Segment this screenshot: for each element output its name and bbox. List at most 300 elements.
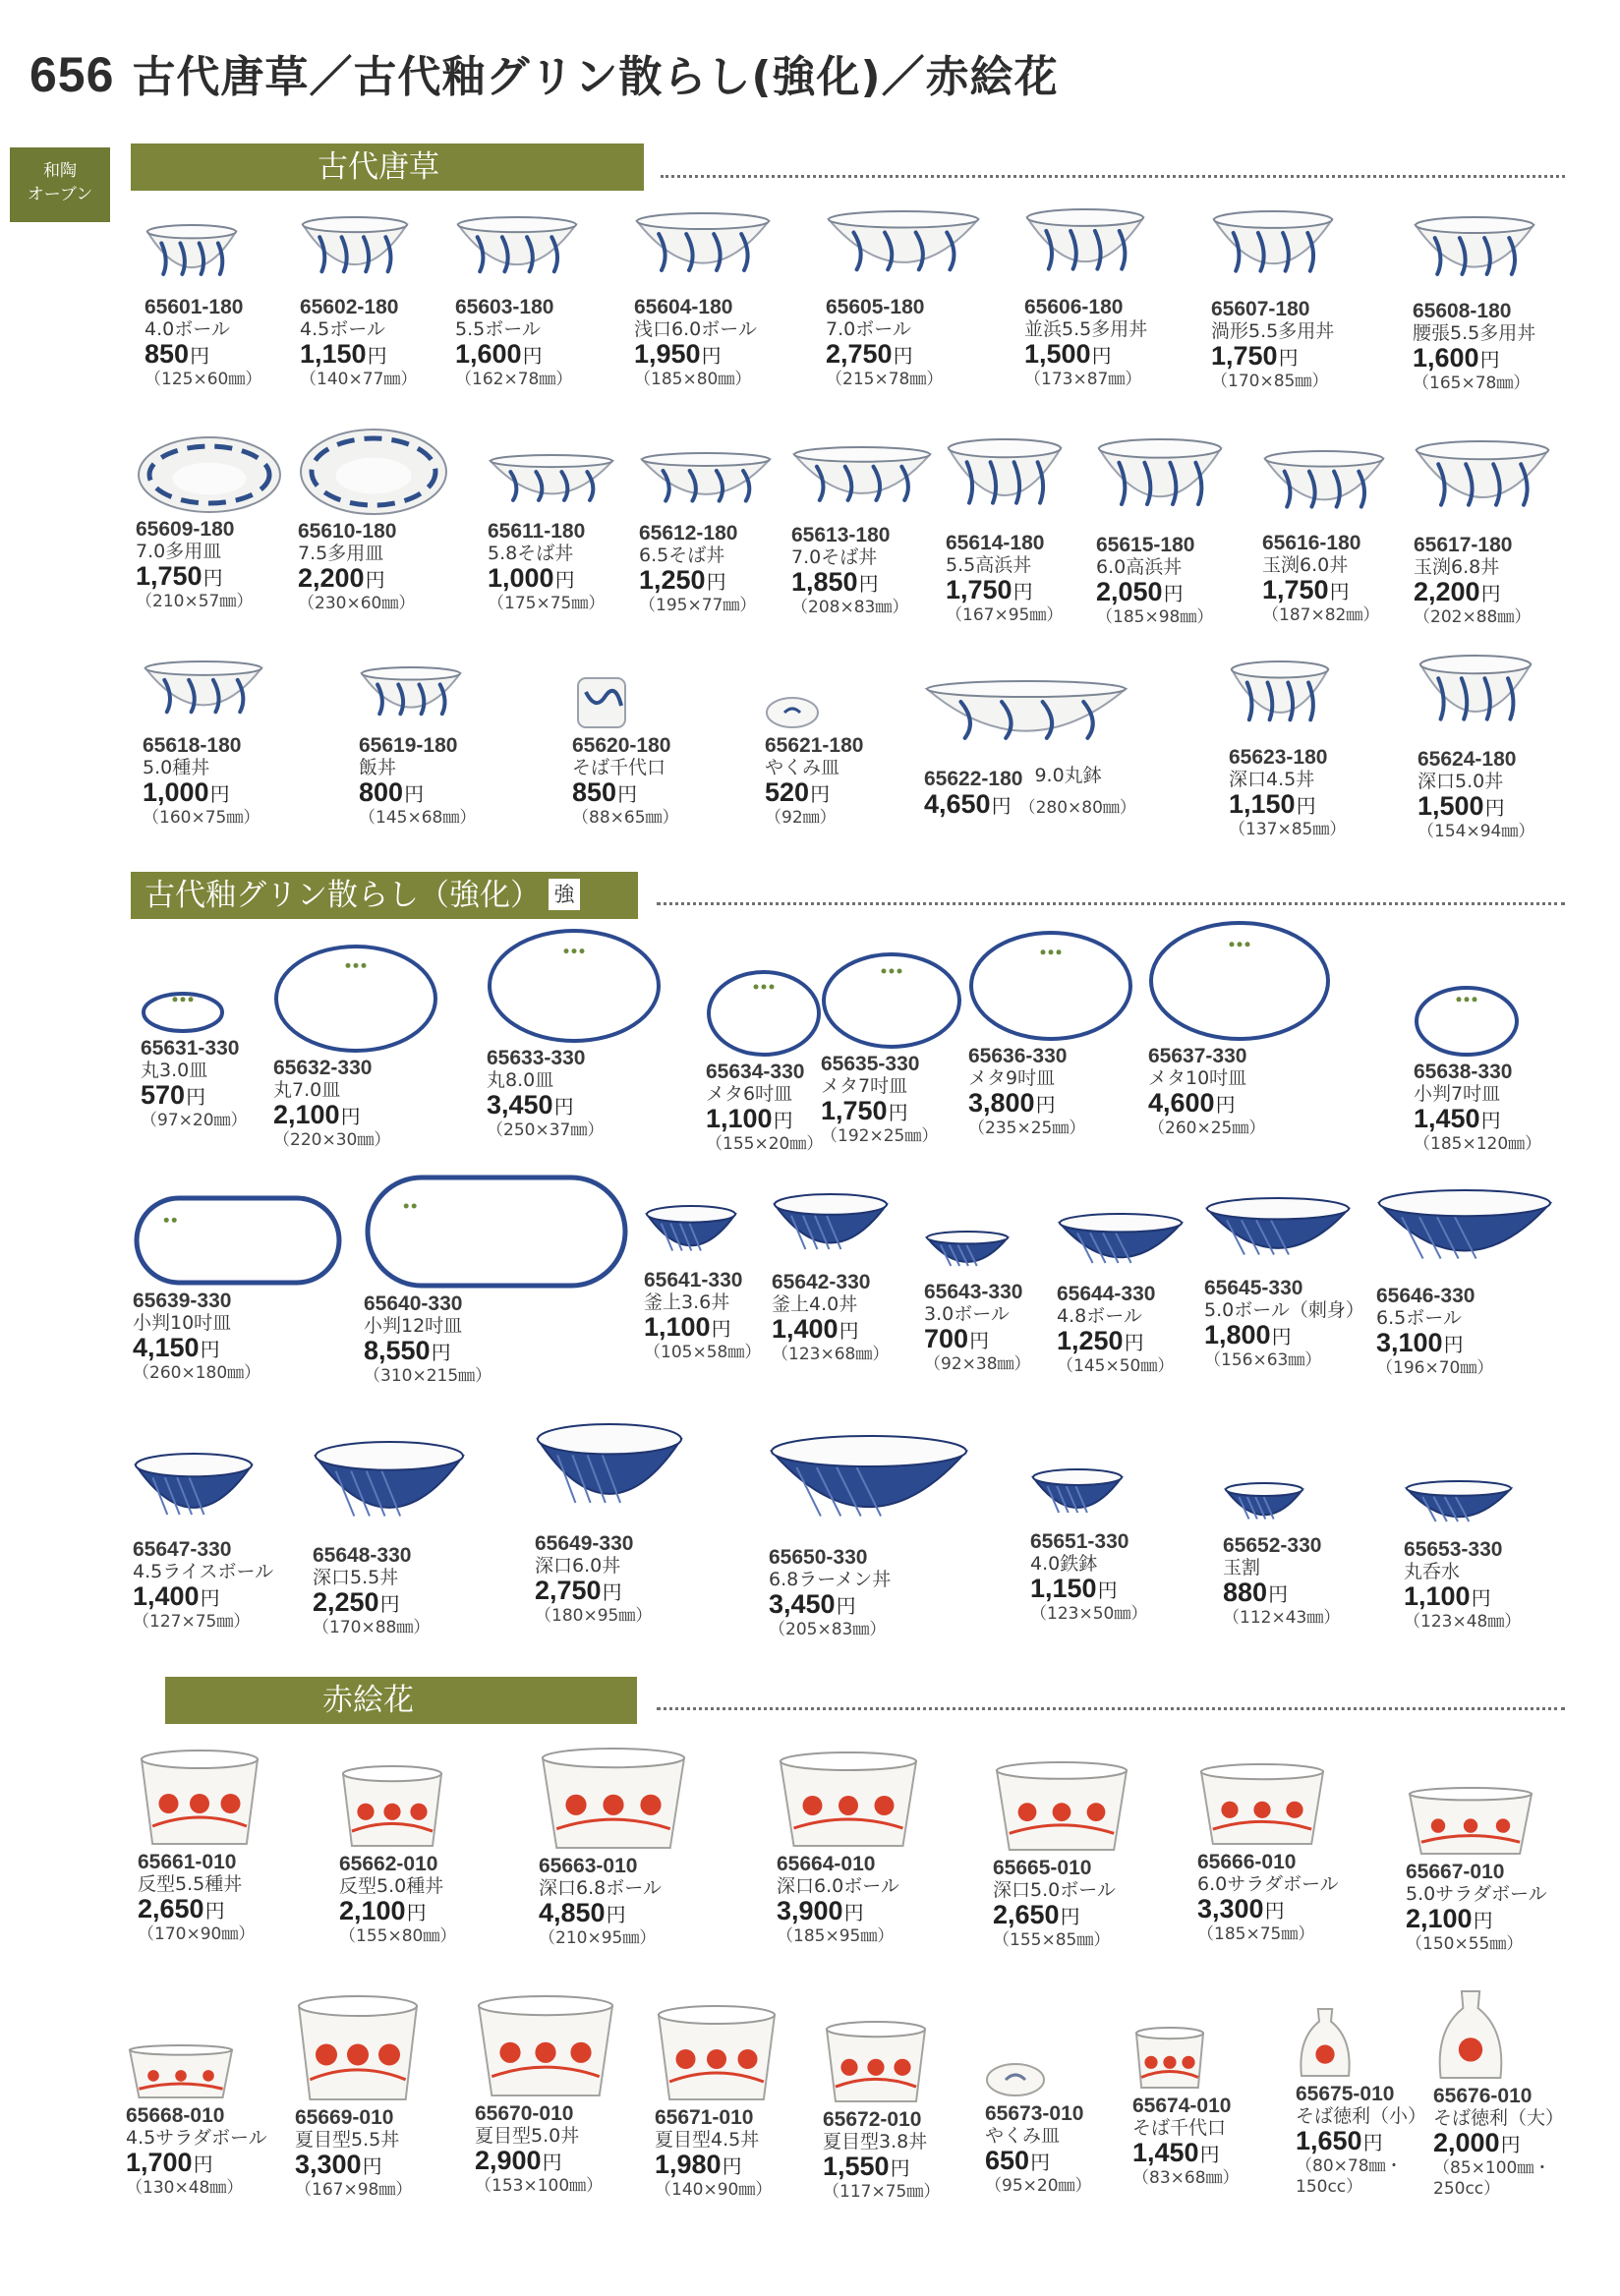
product-code: 65675-010 [1296,2083,1395,2105]
product-image [572,672,631,731]
product-price: 1,980円 [655,2150,742,2179]
product-code: 65620-180 [572,734,671,757]
product-name: 6.0高浜丼 [1096,556,1183,578]
product-item [1414,440,1600,628]
product-name: 並浜5.5多用丼 [1024,318,1148,340]
yen-unit: 円 [1500,2133,1521,2156]
product-price: 3,100円 [1376,1328,1464,1357]
product-image [1204,1197,1352,1274]
product-name: 3.0ボール [924,1303,1010,1325]
product-image [535,1423,684,1529]
product-name: 5.8そば丼 [488,543,574,564]
product-code: 65662-010 [339,1853,438,1875]
product-name: そば千代口 [572,757,666,778]
product-name: 7.5多用皿 [298,543,384,564]
product-size: （145×50㎜） [1057,1356,1175,1376]
product-item [572,672,759,829]
product-price: 2,750円 [826,339,913,369]
product-image [946,438,1064,529]
product-size: （127×75㎜） [133,1612,251,1632]
product-size: （123×48㎜） [1404,1612,1522,1632]
product-item [1132,2027,1319,2189]
product-code: 65617-180 [1414,534,1513,556]
product-item [826,210,1012,390]
product-price: 1,400円 [133,1581,220,1611]
product-name: 4.5ボール [300,318,385,340]
product-size: （185×75㎜） [1197,1924,1315,1944]
product-code: 65664-010 [777,1853,876,1875]
product-price: 1,800円 [1204,1320,1292,1349]
product-price: 1,750円 [136,561,223,591]
product-name: 4.5サラダボール [126,2127,267,2149]
product-name: 小判10吋皿 [133,1312,232,1334]
product-price: 3,900円 [777,1896,864,1925]
product-price: 1,850円 [791,567,879,597]
product-item [138,1750,324,1945]
product-name: やくみ皿 [985,2125,1061,2147]
yen-unit: 円 [379,1592,400,1616]
product-name: 渦形5.5多用丼 [1211,320,1335,342]
product-code: 65619-180 [359,734,458,757]
product-image [1296,2005,1355,2080]
product-size: （153×100㎜） [475,2176,604,2196]
product-item [769,1435,955,1640]
product-code: 65672-010 [823,2108,922,2131]
product-size: （155×20㎜） [706,1134,824,1154]
product-price: 1,750円 [946,575,1033,604]
product-name: そば徳利（小） [1296,2105,1427,2127]
product-size: （140×77㎜） [300,370,418,389]
product-name: メタ6吋皿 [706,1083,793,1105]
product-name: やくみ皿 [765,757,840,778]
product-image [634,212,772,293]
product-price: 2,650円 [138,1894,225,1923]
product-image [298,427,449,517]
section-bar-karakusa [131,144,644,191]
product-name: 6.0サラダボール [1197,1873,1339,1895]
product-price: 1,100円 [1404,1581,1491,1611]
product-code: 65670-010 [475,2102,574,2125]
product-image [993,1761,1130,1854]
product-image [1229,660,1331,743]
product-item [1096,438,1283,628]
section-title: 古代唐草 [318,149,439,185]
product-size: （165×78㎜） [1413,373,1531,393]
product-price: 1,650円 [1296,2126,1383,2155]
product-size: （85×100㎜・ [1433,2158,1551,2178]
yen-unit: 円 [1163,582,1184,605]
product-name: 7.0多用皿 [136,541,222,562]
product-image [985,2060,1046,2099]
product-image [924,680,1128,761]
product-size: （167×95㎜） [946,605,1064,625]
product-code: 65639-330 [133,1290,232,1312]
product-price: 1,000円 [488,563,575,593]
product-price: 800円 [359,777,425,807]
product-code: 65663-010 [539,1855,638,1877]
product-item [273,944,460,1151]
product-image [138,1750,261,1848]
product-image [364,1174,629,1290]
product-code: 65607-180 [1211,298,1310,320]
section-bar-green [131,872,638,919]
yen-unit: 円 [836,1594,856,1618]
product-image [339,1765,445,1850]
product-name: 丸呑水 [1404,1561,1461,1582]
product-name: 玉割 [1223,1557,1261,1578]
product-image [143,660,264,731]
product-size: （210×95㎜） [539,1928,657,1948]
product-image [488,454,615,517]
product-size: （170×85㎜） [1211,372,1329,391]
product-item [136,434,322,612]
yen-unit: 円 [1097,1578,1118,1602]
product-code: 65621-180 [765,734,864,757]
product-size: （105×58㎜） [644,1343,762,1362]
product-size: （112×43㎜） [1223,1608,1341,1628]
side-tab [10,147,110,222]
product-price: 2,000円 [1433,2128,1521,2157]
product-size: （235×25㎜） [968,1119,1086,1138]
product-name: 5.0サラダボール [1406,1883,1547,1905]
yen-unit: 円 [858,572,879,596]
product-name: 深口6.0丼 [535,1555,621,1577]
product-size: （192×25㎜） [821,1126,939,1146]
product-image [1024,208,1146,293]
yen-unit: 円 [1471,1586,1491,1610]
product-image [821,951,962,1050]
yen-unit: 円 [606,1903,626,1926]
product-item [1376,1189,1563,1379]
product-code: 65636-330 [968,1045,1068,1067]
product-image [1096,438,1224,531]
product-name: そば徳利（大） [1433,2107,1565,2129]
product-price: 1,250円 [1057,1326,1144,1355]
yen-unit: 円 [1264,1899,1285,1923]
product-image [639,452,773,519]
product-image [1057,1213,1185,1280]
product-price: 2,650円 [993,1900,1080,1929]
product-name: 4.8ボール [1057,1305,1142,1327]
yen-unit: 円 [1480,582,1501,605]
product-price: 4,150円 [133,1333,220,1362]
product-image [1030,1468,1125,1527]
product-name: 6.8ラーメン丼 [769,1569,892,1590]
yen-unit: 円 [190,344,210,368]
product-price: 1,150円 [300,339,387,369]
product-price: 1,750円 [1262,575,1350,604]
product-name: 5.5高浜丼 [946,554,1032,576]
yen-unit: 円 [617,782,638,806]
product-item [1197,1763,1384,1945]
yen-unit: 円 [202,566,223,590]
yen-unit: 円 [1484,796,1505,820]
product-code: 65640-330 [364,1292,463,1315]
product-price: 4,600円 [1148,1088,1236,1118]
section-title: 赤絵花 [322,1683,414,1718]
product-price: 1,600円 [455,339,543,369]
product-name: 7.0そば丼 [791,546,878,568]
product-name: 深口4.5丼 [1229,769,1315,790]
product-price: 1,450円 [1132,2138,1220,2167]
product-image [295,1995,421,2103]
product-size: （202×88㎜） [1414,607,1532,627]
product-size-volume: 150cc） [1296,2177,1363,2197]
product-name: 6.5ボール [1376,1307,1462,1329]
product-code: 65671-010 [655,2106,754,2129]
product-size: （208×83㎜） [791,598,909,617]
product-item [359,666,546,829]
product-size: （195×77㎜） [639,596,757,615]
product-price: 4,650円 [924,789,1012,819]
product-price: 1,950円 [634,339,722,369]
product-code: 65667-010 [1406,1861,1505,1883]
product-name: 夏目型5.5丼 [295,2129,400,2151]
yen-unit: 円 [362,2154,382,2178]
product-name: 5.5ボール [455,318,541,340]
section-divider [661,175,1565,178]
product-price: 1,750円 [1211,341,1299,371]
product-item [487,928,673,1141]
product-image [765,694,820,731]
product-name: 深口5.0丼 [1418,771,1504,792]
product-item [1413,216,1599,394]
product-code: 65602-180 [300,296,399,318]
product-image [1414,440,1551,531]
product-item [1406,1787,1592,1955]
product-item [535,1423,722,1627]
product-code: 65638-330 [1414,1061,1513,1083]
product-size: （185×95㎜） [777,1926,895,1946]
section-title: 古代釉グリン散らし（強化） [145,878,541,913]
product-item [313,1441,499,1638]
yen-unit: 円 [1296,794,1316,818]
product-size: （162×78㎜） [455,370,573,389]
product-name: 4.5ライスボール [133,1561,274,1582]
product-price: 650円 [985,2146,1051,2175]
product-image [141,991,225,1034]
yen-unit: 円 [1035,1093,1056,1117]
product-size: （260×180㎜） [133,1363,261,1383]
product-size: （220×30㎜） [273,1130,391,1150]
product-code: 65604-180 [634,296,733,318]
product-code: 65606-180 [1024,296,1124,318]
product-image [655,2005,779,2103]
product-code: 65633-330 [487,1047,586,1069]
product-size: （123×68㎜） [772,1345,890,1364]
yen-unit: 円 [1480,1109,1501,1132]
product-image [644,1205,738,1266]
yen-unit: 円 [200,1586,220,1610]
yen-unit: 円 [1030,2151,1051,2174]
product-price: 1,150円 [1030,1574,1118,1603]
product-item [339,1765,526,1947]
yen-unit: 円 [186,1085,206,1109]
product-image [826,210,981,293]
product-price: 520円 [765,777,831,807]
product-code: 65618-180 [143,734,242,757]
product-name: 浅口6.0ボール [634,318,757,340]
product-image [1414,985,1520,1058]
product-name: 夏目型5.0丼 [475,2125,580,2147]
product-name: 7.0ボール [826,318,911,340]
product-image [1148,920,1331,1042]
product-image [133,1194,343,1287]
product-size: （155×85㎜） [993,1930,1111,1950]
product-price: 1,450円 [1414,1104,1501,1133]
yen-unit: 円 [706,570,726,594]
product-image [1418,655,1533,745]
product-item [143,660,329,829]
product-image [772,1193,890,1268]
yen-unit: 円 [340,1105,361,1128]
product-price: 1,150円 [1229,789,1316,819]
product-code: 65647-330 [133,1538,232,1561]
product-price: 1,500円 [1418,791,1505,821]
product-size: （187×82㎜） [1262,605,1380,625]
product-item [133,1194,319,1384]
product-code: 65632-330 [273,1057,373,1079]
yen-unit: 円 [542,2151,562,2174]
product-code: 65665-010 [993,1857,1092,1879]
product-size: （170×90㎜） [138,1924,256,1944]
product-image [359,666,463,731]
product-image [1262,450,1386,529]
yen-unit: 円 [554,568,575,592]
product-size: （97×20㎜） [141,1111,248,1130]
yen-unit: 円 [404,782,425,806]
product-image [968,930,1133,1042]
product-price: 700円 [924,1324,990,1353]
product-item [777,1751,963,1947]
product-size-volume: 250cc） [1433,2179,1501,2199]
yen-unit: 円 [367,344,387,368]
product-code: 65616-180 [1262,532,1361,554]
product-price: 2,100円 [339,1896,427,1925]
product-code: 65622-180 9.0丸鉢 [924,765,1102,790]
section-bar-aka [165,1677,637,1724]
product-code: 65649-330 [535,1532,634,1555]
product-code: 65624-180 [1418,748,1517,771]
product-size: （140×90㎜） [655,2180,773,2200]
product-image [1211,210,1335,295]
product-size: （88×65㎜） [572,808,679,828]
product-name: 夏目型3.8丼 [823,2131,928,2152]
product-name: メタ10吋皿 [1148,1067,1247,1089]
product-image [769,1435,969,1543]
product-item [924,680,1189,820]
product-size: （80×78㎜・ [1296,2156,1403,2176]
product-name: 5.0種丼 [143,757,210,778]
product-price: 1,600円 [1413,343,1500,373]
product-item [823,2021,1010,2203]
product-code: 65666-010 [1197,1851,1297,1873]
product-image [145,224,239,293]
product-price: 1,100円 [706,1104,793,1133]
product-image [487,928,662,1044]
product-name: 飯丼 [359,757,397,778]
product-code: 65623-180 [1229,746,1328,769]
yen-unit: 円 [553,1095,574,1119]
product-name: 玉渕6.8丼 [1414,556,1500,578]
side-tab-line: 和陶 [43,161,77,181]
yen-unit: 円 [1479,348,1500,372]
product-name: 深口5.0ボール [993,1879,1116,1901]
product-name: メタ7吋皿 [821,1075,908,1097]
yen-unit: 円 [1091,344,1112,368]
product-item [1404,1480,1591,1633]
product-size: （95×20㎜） [985,2176,1092,2196]
product-image [1406,1787,1535,1858]
product-size: （160×75㎜） [143,808,260,828]
product-price: 1,250円 [639,565,726,595]
yen-unit: 円 [209,782,230,806]
product-size: （170×88㎜） [313,1618,431,1637]
product-price: 1,100円 [644,1312,731,1342]
section-divider [657,902,1565,905]
product-size: （185×80㎜） [634,370,752,389]
yen-unit: 円 [365,568,385,592]
product-size: （185×98㎜） [1096,607,1214,627]
yen-unit: 円 [1271,1325,1292,1349]
product-size: （196×70㎜） [1376,1358,1494,1378]
yen-unit: 円 [1012,580,1033,603]
product-item [1024,208,1211,390]
product-name: 腰張5.5多用丼 [1413,322,1536,344]
product-price: 3,300円 [295,2150,382,2179]
product-size: （310×215㎜） [364,1366,492,1386]
product-price: 2,100円 [1406,1904,1493,1933]
product-size: （167×98㎜） [295,2180,413,2200]
product-price: 570円 [141,1080,206,1110]
product-size: （250×37㎜） [487,1120,605,1140]
product-item [539,1748,725,1949]
product-item [1030,1468,1217,1625]
product-item [133,1453,319,1633]
product-size: （215×78㎜） [826,370,944,389]
page-number: 656 [29,47,115,102]
product-image [1433,1987,1508,2082]
product-size: （154×94㎜） [1418,822,1535,841]
product-price: 3,450円 [769,1589,856,1619]
yen-unit: 円 [1124,1331,1144,1354]
product-image [539,1748,688,1852]
product-code: 65645-330 [1204,1277,1303,1299]
product-name: 丸8.0皿 [487,1069,554,1091]
product-size: （156×63㎜） [1204,1350,1322,1370]
product-item [126,2044,313,2199]
product-code: 65641-330 [644,1269,743,1292]
yen-unit: 円 [839,1319,859,1343]
product-name: 小判12吋皿 [364,1315,463,1337]
product-code: 65615-180 [1096,534,1195,556]
product-name: 深口5.5丼 [313,1567,399,1588]
product-price: 8,550円 [364,1336,451,1365]
product-code: 65648-330 [313,1544,412,1567]
product-price: 850円 [145,339,210,369]
yen-unit: 円 [843,1901,864,1924]
product-image [313,1441,466,1541]
product-price: 2,100円 [273,1100,361,1129]
product-code: 65646-330 [1376,1285,1475,1307]
product-size: （230×60㎜） [298,594,416,613]
product-item [298,427,485,614]
product-item [655,2005,841,2201]
product-size: （117×75㎜） [823,2182,941,2202]
product-price: 2,900円 [475,2146,562,2175]
product-price: 2,250円 [313,1587,400,1617]
yen-unit: 円 [431,1341,451,1364]
